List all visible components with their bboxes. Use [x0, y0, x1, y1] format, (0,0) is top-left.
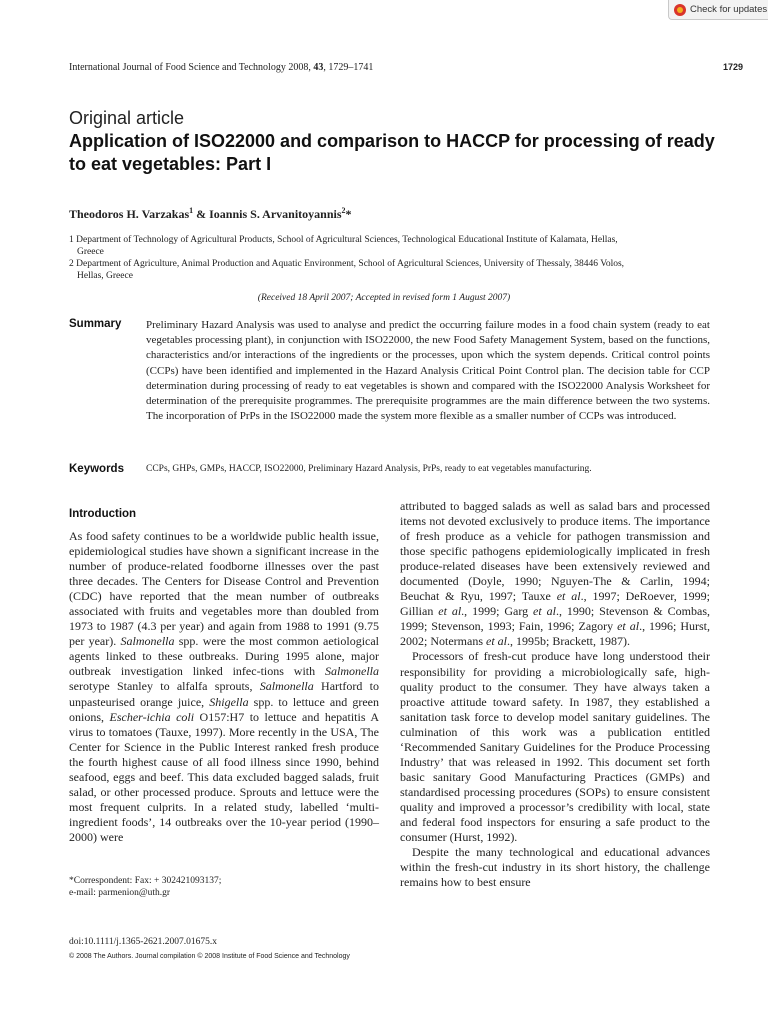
affiliation-text-cont: Greece [77, 246, 104, 257]
author-list [69, 206, 352, 222]
et-al: et al [533, 604, 556, 619]
copyright-notice: © 2008 The Authors. Journal compilation © 2008 Institute of Food Science and Technology [69, 953, 350, 960]
journal-name: International Journal of Food Science and Technology 2008, [69, 62, 314, 73]
text-run: spp. to lettuce and green onions, [69, 694, 379, 724]
affiliation-text: 1 Department of Technology of Agricultural Products, School of Agricultural Sciences, Technological Educational Institute of Kalamata, Hellas, [69, 235, 618, 245]
received-dates: (Received 18 April 2007; Accepted in revised form 1 August 2007) [257, 293, 511, 303]
text-run: serotype Stanley to alfalfa sprouts, [69, 679, 260, 694]
affiliation-marker: 2 [341, 206, 346, 215]
keywords-text: CCPs, GHPs, GMPs, HACCP, ISO22000, Preliminary Hazard Analysis, PrPs, ready to eat vegetables manufacturing. [146, 464, 592, 474]
affiliation-marker: 1 [189, 206, 194, 215]
text-run: ., 1990; Stevenson & Combas, 1999; Stevenson, 1993; Fain, 1996; Zagory [400, 604, 710, 634]
affiliation-text: 2 Department of Agriculture, Animal Production and Aquatic Environment, School of Agricultural Sciences, University of Thessaly, 38446 Volos, [69, 259, 625, 269]
summary-heading: Summary [69, 318, 122, 330]
summary-text: Preliminary Hazard Analysis was used to analyse and predict the occurring failure modes in a food chain system (ready to eat vegetables processing plant), in conjunction with ISO22000, the new Food Safety Management System, based on the functions, characteristics and/or interactions of the ingredients or the processes, upon which the system depends. Critical control points (CCPs) have been identified and implemented in the Hazard Analysis Critical Point Control plan. The decision table for CCP determination during processing of ready to eat vegetables is shown and compared with the ISO22000 Analysis Worksheet for determination of the prerequisite programmes. The prerequisite programmes are the main difference between the two systems. The incorporation of PrPs in the ISO22000 made the system more flexible as a smaller number of CCPs was introduced. [146, 319, 710, 423]
page-number: 1729 [722, 62, 743, 72]
text-run: Hartford to unpasteurised orange juice, [69, 679, 379, 709]
introduction-heading: Introduction [69, 508, 137, 520]
text-run: attributed to bagged salads as well as salad bars and processed items not devoted exclusively to produce items. The importance of fresh produce as a vehicle for pathogen transmission and those specific pathogens epidemiologically implicated in fresh produce-related diseases have been extensively reviewed and documented (Doyle, 1990; Nguyen-The & Carlin, 1994; Beuchat & Ryu, 1997; Tauxe [400, 499, 710, 604]
et-al: et al [486, 634, 507, 649]
text-run: ., 1999; Garg [461, 604, 534, 619]
et-al: et al [556, 589, 581, 604]
affiliation-2 [69, 259, 719, 282]
affiliation-1 [69, 235, 719, 258]
text-run: ., 1997; DeRoever, 1999; Gillian [400, 589, 710, 619]
footnote-fax: *Correspondent: Fax: + 302421093137; [69, 876, 222, 886]
text-run: spp. were the most common aetiological agents linked to these outbreaks. During 1995 alone, major outbreak investigation linked infec-tions with [69, 634, 380, 679]
text-run: O157:H7 to lettuce and hepatitis A virus to tomatoes (Tauxe, 1997). More recently in the USA, The Center for Science in the Public Interest ranked fresh produce the fourth highest cause of all food illness since 1990, behind seafood, eggs and beef. This data excluded bagged salads, fruit salad, or other processed produce. Sprouts and lettuce were the most frequent culprits. In a related study, labelled ‘multi-ingredient foods’, 14 outbreaks over the 10-year period (1990–2000) were [69, 709, 379, 844]
correspondence-footnote [69, 875, 221, 899]
body-column-left [69, 529, 379, 845]
text-run: ., 1995b; Brackett, 1987). [507, 634, 630, 649]
correspondent-marker: * [345, 207, 352, 221]
paragraph [69, 529, 379, 845]
text-run: ., 1996; Hurst, 2002; Notermans [400, 619, 711, 649]
footnote-email: e-mail: parmenion@uth.gr [69, 888, 171, 898]
affiliation-text-cont: Hellas, Greece [77, 270, 133, 281]
et-al: et al [617, 619, 640, 634]
keywords-heading: Keywords [69, 463, 124, 475]
author-name: Theodoros H. Varzakas [69, 207, 190, 221]
species-name: Shigella [209, 694, 249, 709]
body-column-right [400, 499, 710, 890]
crossmark-icon [674, 4, 686, 16]
species-name: Escher-ichia coli [109, 709, 195, 724]
paragraph: Processors of fresh-cut produce have long understood their responsibility for providing a microbiologically safe, high-quality product to the consumer. They have always taken a proactive attitude toward safety. In 1987, they established a sanitation task force to develop model sanitary guidelines. The culmination of this work was a publication entitled ‘Recommended Sanitary Guidelines for the Produce Processing Industry’ that was released in 1992. This document set forth basic sanitary Good Manufacturing Practices (GMPs) and standardised processing procedures (SOPs) to ensure consistent quality and improved a processor’s credibility with local, state and federal food inspectors for ensuring a safe product to the consumer (Hurst, 1992). [400, 649, 710, 845]
journal-pages: , 1729–1741 [323, 62, 374, 73]
species-name: Salmonella [120, 634, 175, 649]
article-title: Application of ISO22000 and comparison to HACCP for processing of ready to eat vegetables: Part I [69, 131, 715, 174]
article-type: Original article [69, 108, 185, 128]
check-for-updates-label: Check for updates [690, 4, 768, 15]
species-name: Salmonella [259, 679, 314, 694]
journal-volume: 43 [313, 62, 324, 73]
journal-citation [69, 62, 373, 73]
species-name: Salmonella [325, 664, 379, 679]
check-for-updates-button[interactable] [668, 0, 768, 20]
text-run: As food safety continues to be a worldwide public health issue, epidemiological studies have shown a significant increase in the number of produce-related foodborne illnesses over the past three decades. The Centers for Disease Control and Prevention (CDC) have reported that the mean number of outbreaks associated with fruits and vegetables more than doubled from 1973 to 1987 (4.3 per year) and again from 1988 to 1991 (9.75 per year). [69, 529, 379, 649]
et-al: et al [438, 604, 462, 619]
doi: doi:10.1111/j.1365-2621.2007.01675.x [69, 937, 218, 947]
author-separator: & [193, 207, 210, 221]
paragraph [400, 499, 710, 649]
author-name: Ioannis S. Arvanitoyannis [209, 207, 342, 221]
paragraph: Despite the many technological and educational advances within the fresh-cut industry in its short history, the challenge remains how to best ensure [400, 845, 710, 890]
